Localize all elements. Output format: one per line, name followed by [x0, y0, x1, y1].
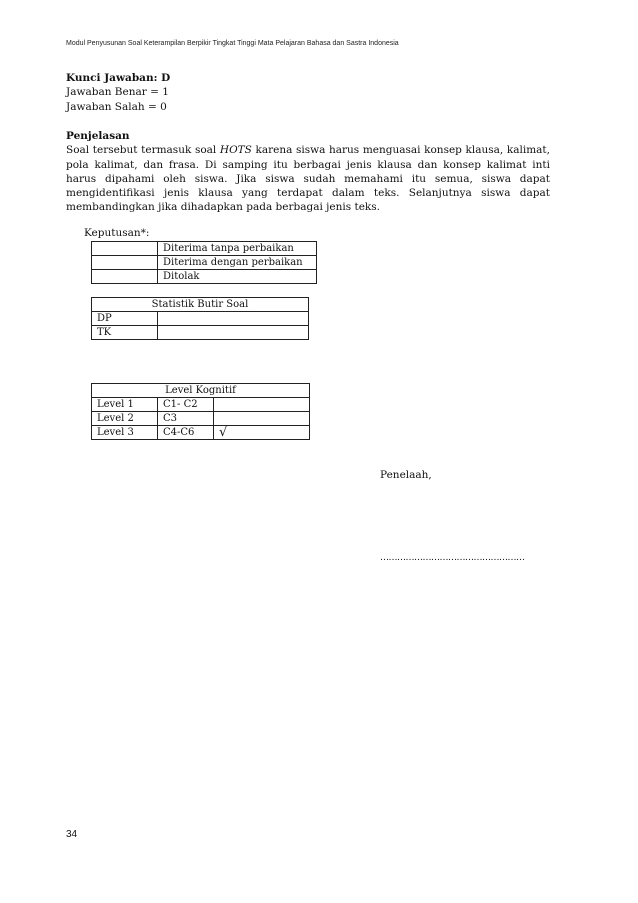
explanation-text	[66, 143, 550, 214]
decision-option: Diterima tanpa perbaikan	[158, 242, 317, 256]
table-row	[92, 398, 310, 412]
stat-label: DP	[92, 312, 158, 326]
level-mark-cell[interactable]: √	[214, 426, 310, 440]
table-row	[92, 412, 310, 426]
table-row	[92, 426, 310, 440]
answer-key-block	[66, 71, 550, 114]
level-mark-cell[interactable]	[214, 412, 310, 426]
decision-table	[91, 241, 317, 284]
stat-value-cell[interactable]	[158, 312, 309, 326]
item-stats-title: Statistik Butir Soal	[92, 298, 309, 312]
level-mark-cell[interactable]	[214, 398, 310, 412]
table-row	[92, 384, 310, 398]
decision-option: Ditolak	[158, 270, 317, 284]
level-code: C4-C6	[158, 426, 214, 440]
explanation-title: Penjelasan	[66, 130, 130, 142]
item-stats-table	[91, 297, 309, 340]
decision-checkbox-cell[interactable]	[92, 242, 158, 256]
running-header: Modul Penyusunan Soal Keterampilan Berpikir Tingkat Tinggi Mata Pelajaran Bahasa dan Sastra Indonesia	[66, 40, 399, 47]
table-row	[92, 270, 317, 284]
explanation-hots-term: HOTS	[219, 144, 252, 157]
signature-line: ……………………………………………	[380, 553, 525, 563]
answer-key: Kunci Jawaban: D	[66, 72, 171, 84]
level-code: C3	[158, 412, 214, 426]
stat-value-cell[interactable]	[158, 326, 309, 340]
level-label: Level 2	[92, 412, 158, 426]
cognitive-level-table	[91, 383, 310, 440]
level-label: Level 3	[92, 426, 158, 440]
explanation-text-part: karena siswa harus menguasai konsep klausa, kalimat, pola kalimat, dan frasa. Di samping itu berbagai jenis klausa dan konsep kalimat inti harus dipahami oleh siswa. Jika siswa sudah memahami itu semua, siswa dapat mengidentifikasi jenis klausa yang terdapat dalam teks. Selanjutnya siswa dapat membandingkan jika dihadapkan pada berbagai jenis teks.	[66, 144, 550, 214]
explanation-text-part: Soal tersebut termasuk soal	[66, 144, 220, 157]
table-row	[92, 242, 317, 256]
level-code: C1- C2	[158, 398, 214, 412]
table-row	[92, 326, 309, 340]
correct-score: Jawaban Benar = 1	[66, 86, 169, 99]
reviewer-label: Penelaah,	[380, 469, 432, 481]
decision-label: Keputusan*:	[84, 227, 150, 239]
decision-checkbox-cell[interactable]	[92, 270, 158, 284]
table-row	[92, 256, 317, 270]
page-number: 34	[66, 829, 78, 840]
table-row	[92, 298, 309, 312]
cognitive-level-title: Level Kognitif	[92, 384, 310, 398]
decision-option: Diterima dengan perbaikan	[158, 256, 317, 270]
explanation-block	[66, 129, 550, 215]
level-label: Level 1	[92, 398, 158, 412]
wrong-score: Jawaban Salah = 0	[66, 100, 167, 113]
stat-label: TK	[92, 326, 158, 340]
decision-checkbox-cell[interactable]	[92, 256, 158, 270]
table-row	[92, 312, 309, 326]
